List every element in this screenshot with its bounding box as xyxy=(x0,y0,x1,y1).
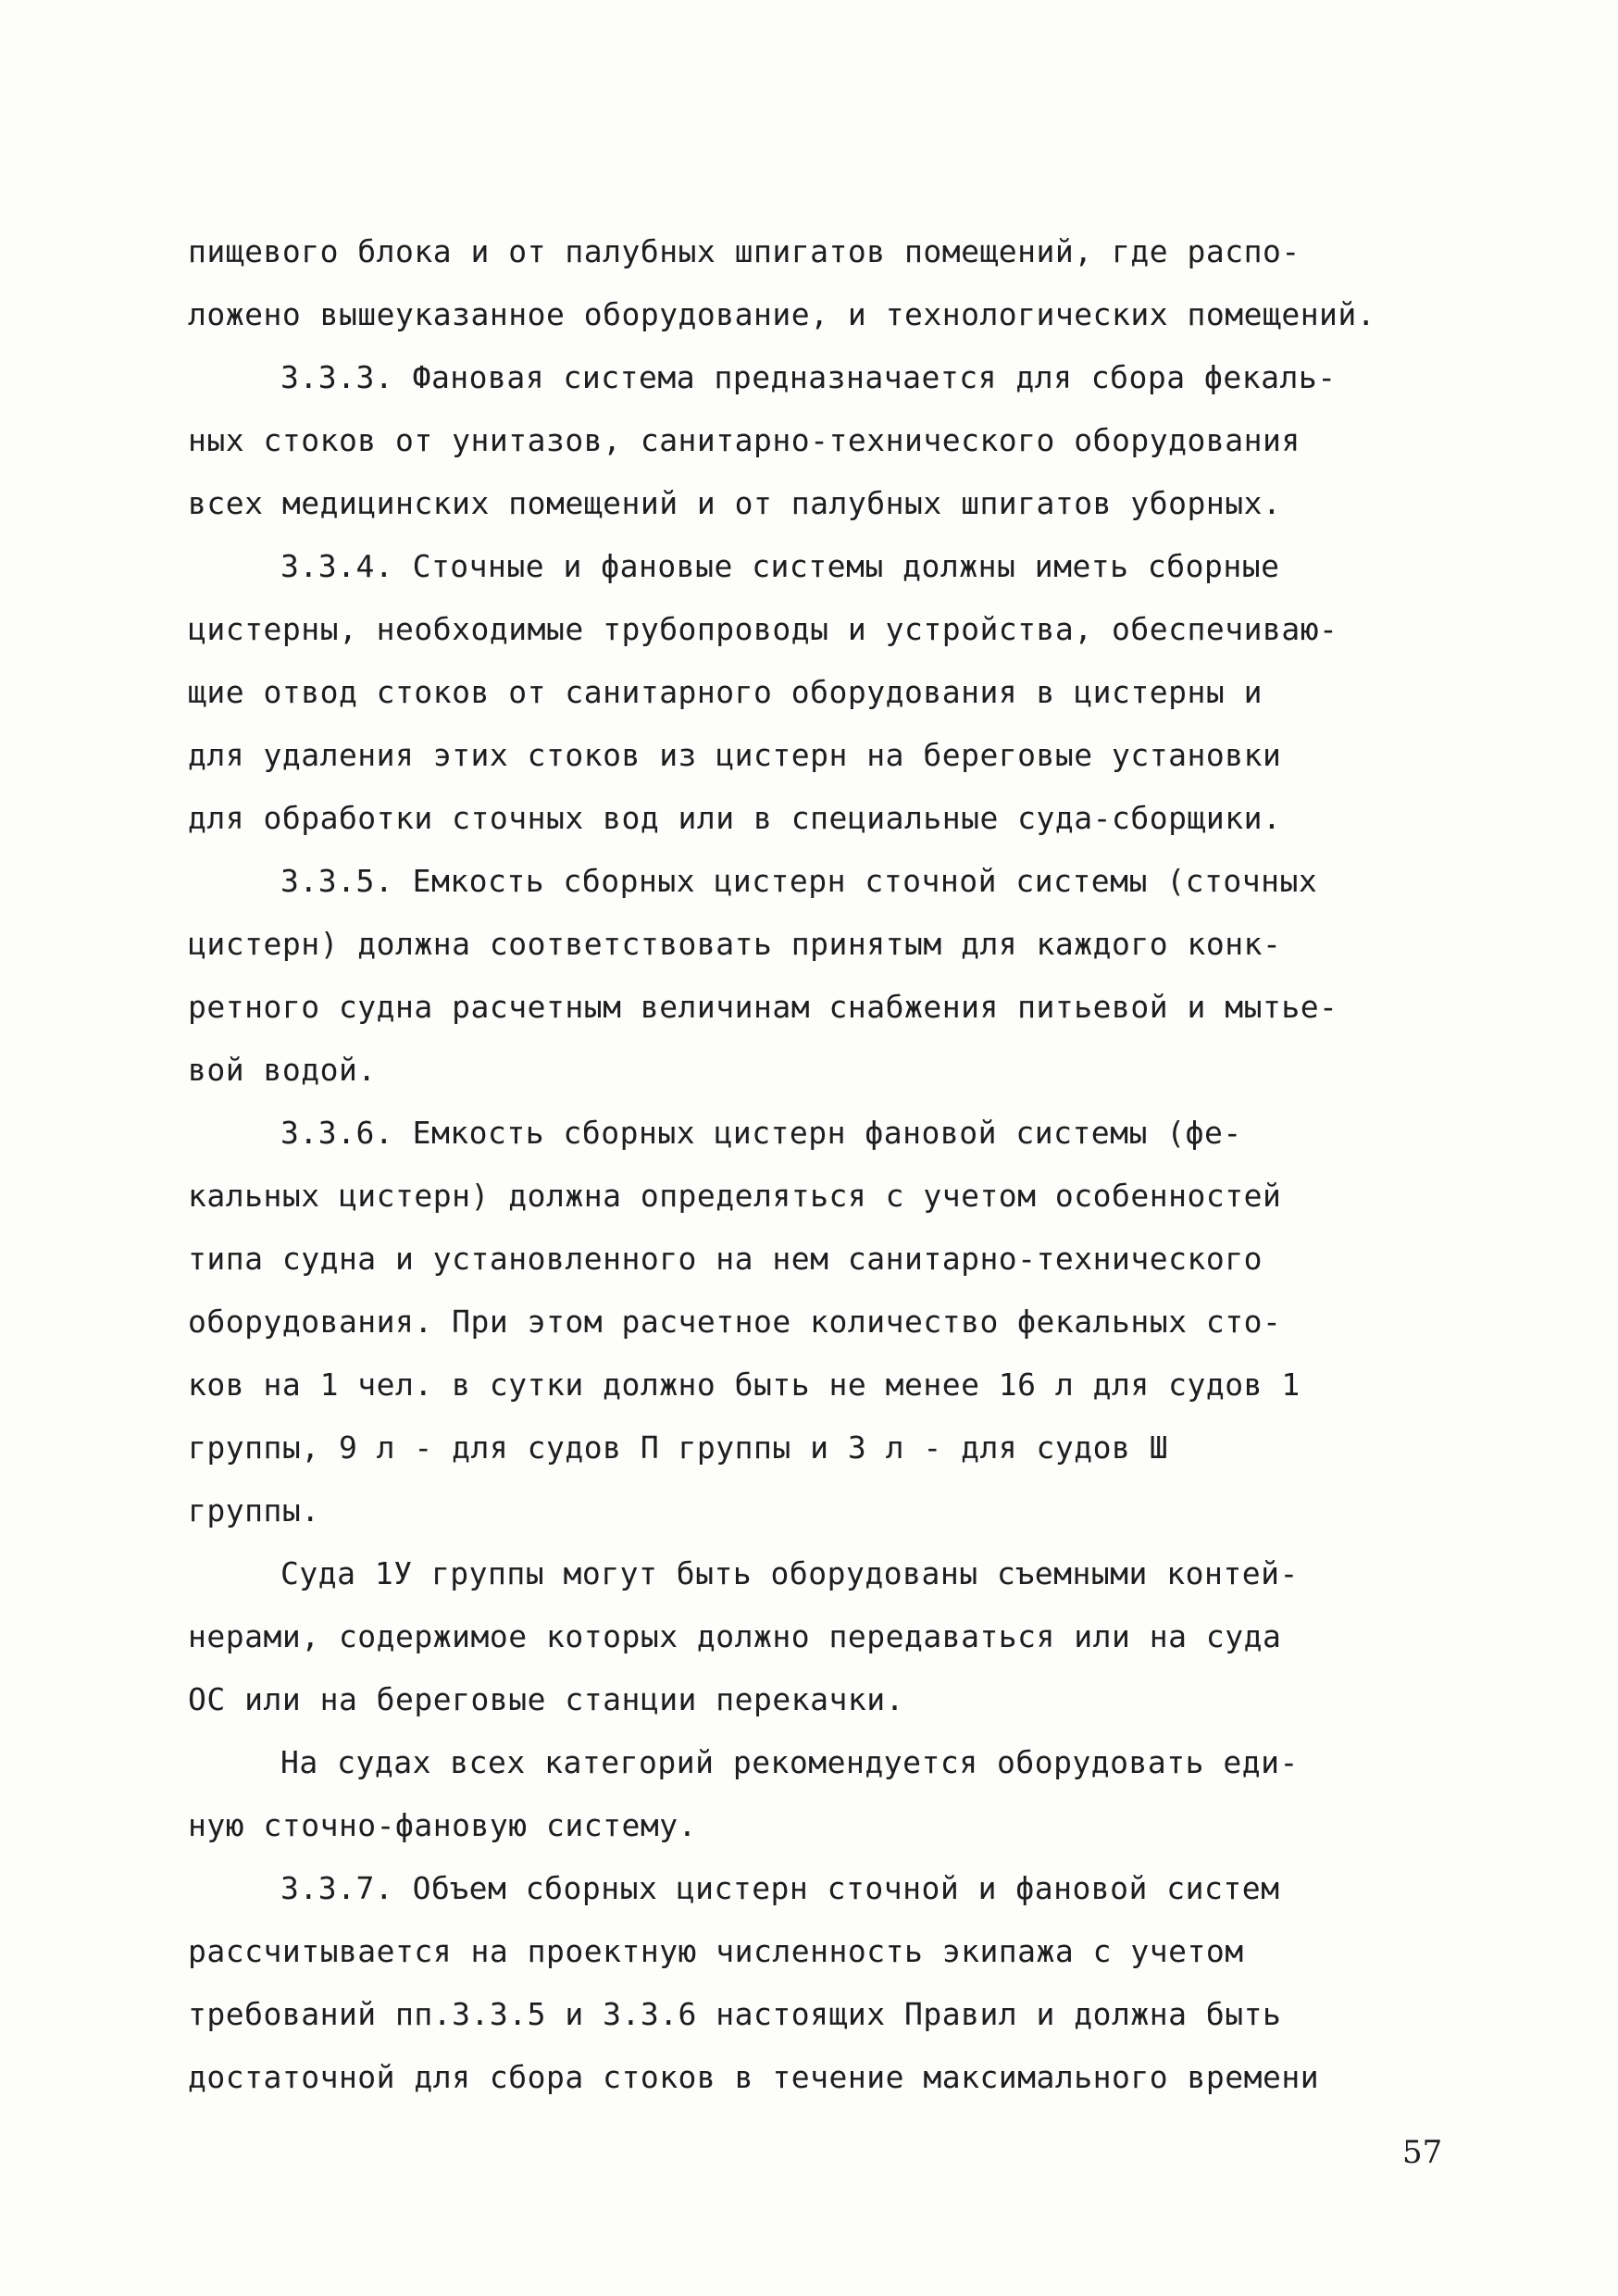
text-line: для удаления этих стоков из цистерн на береговые установки xyxy=(188,737,1282,773)
text-line: ную сточно-фановую систему. xyxy=(188,1807,697,1843)
text-line: всех медицинских помещений и от палубных шпигатов уборных. xyxy=(188,485,1282,521)
text-line: ных стоков от унитазов, санитарно-технического оборудования xyxy=(188,422,1301,458)
paragraph-start-3-3-6: 3.3.6. Емкость сборных цистерн фановой системы (фе- xyxy=(280,1115,1242,1151)
text-line: ОС или на береговые станции перекачки. xyxy=(188,1681,904,1717)
text-line: оборудования. При этом расчетное количество фекальных сто- xyxy=(188,1304,1282,1340)
text-line: пищевого блока и от палубных шпигатов помещений, где распо- xyxy=(188,233,1301,269)
text-line: рассчитывается на проектную численность экипажа с учетом xyxy=(188,1933,1244,1969)
text-line: цистерн) должна соответствовать принятым для каждого конк- xyxy=(188,926,1282,962)
text-line: кальных цистерн) должна определяться с учетом особенностей xyxy=(188,1178,1282,1214)
text-line: достаточной для сбора стоков в течение максимального времени xyxy=(188,2059,1320,2095)
body-text xyxy=(188,220,1456,2109)
paragraph-start-recommendation: На судах всех категорий рекомендуется оборудовать еди- xyxy=(280,1744,1299,1780)
text-line: ложено вышеуказанное оборудование, и технологических помещений. xyxy=(188,296,1376,332)
text-line: щие отвод стоков от санитарного оборудования в цистерны и xyxy=(188,674,1263,710)
paragraph-start-3-3-3: 3.3.3. Фановая система предназначается для сбора фекаль- xyxy=(280,359,1337,395)
text-line: цистерны, необходимые трубопроводы и устройства, обеспечиваю- xyxy=(188,611,1338,647)
text-line: ретного судна расчетным величинам снабжения питьевой и мытье- xyxy=(188,989,1338,1025)
text-line: нерами, содержимое которых должно передаваться или на суда xyxy=(188,1618,1282,1654)
paragraph-start-3-3-5: 3.3.5. Емкость сборных цистерн сточной системы (сточных xyxy=(280,863,1318,899)
paragraph-start-group-4: Суда 1У группы могут быть оборудованы съемными контей- xyxy=(280,1555,1299,1591)
text-line: группы. xyxy=(188,1492,320,1529)
text-line: ков на 1 чел. в сутки должно быть не менее 16 л для судов 1 xyxy=(188,1366,1301,1403)
text-line: требований пп.3.3.5 и 3.3.6 настоящих Правил и должна быть xyxy=(188,1996,1282,2032)
text-line: типа судна и установленного на нем санитарно-технического xyxy=(188,1241,1263,1277)
paragraph-start-3-3-4: 3.3.4. Сточные и фановые системы должны иметь сборные xyxy=(280,548,1280,584)
page-number: 57 xyxy=(1402,2134,1443,2171)
text-line: группы, 9 л - для судов П группы и 3 л - для судов Ш xyxy=(188,1429,1169,1466)
text-line: вой водой. xyxy=(188,1052,377,1088)
paragraph-start-3-3-7: 3.3.7. Объем сборных цистерн сточной и фановой систем xyxy=(280,1870,1280,1906)
text-line: для обработки сточных вод или в специальные суда-сборщики. xyxy=(188,800,1282,836)
